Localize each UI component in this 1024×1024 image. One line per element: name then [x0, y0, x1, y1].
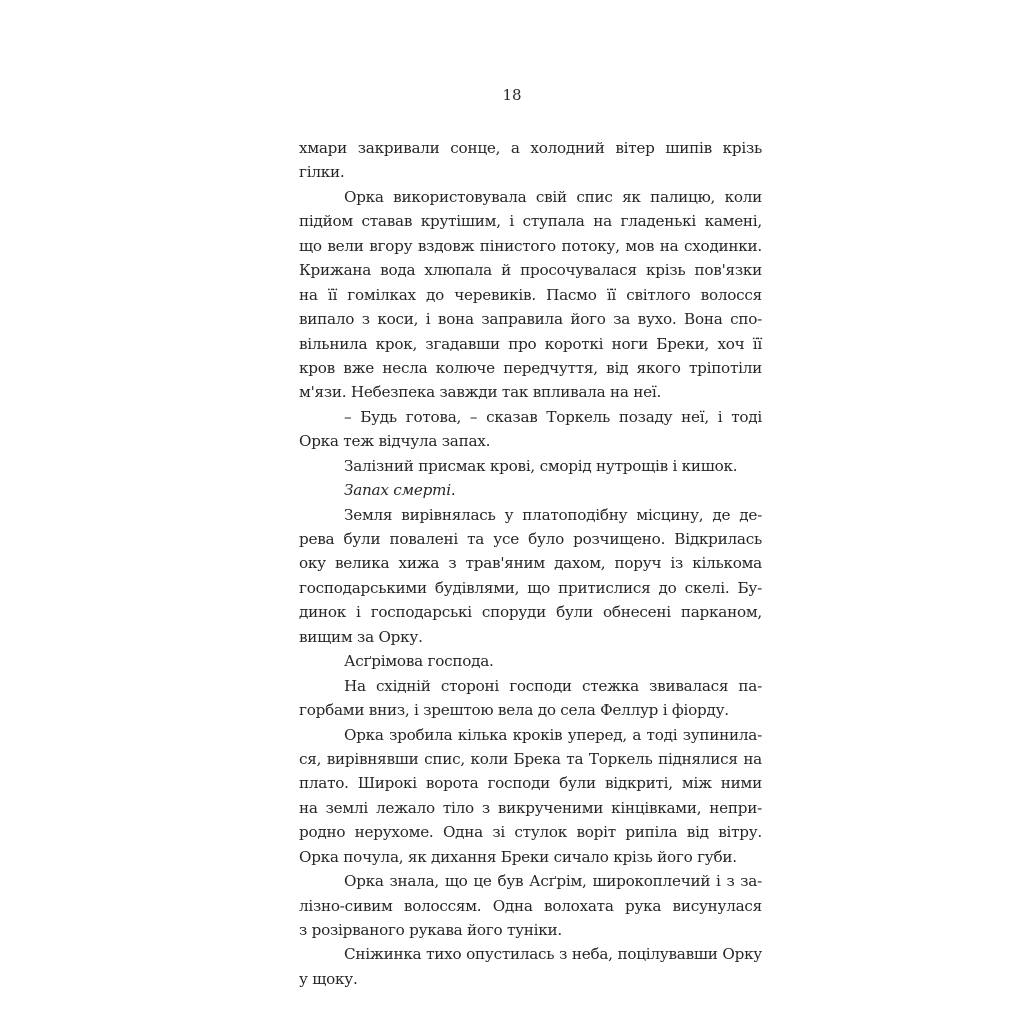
text-line: Крижана вода хлюпала й просочувалася крізь пов'язки — [299, 261, 762, 280]
body-text — [299, 136, 762, 991]
text-line: Сніжинка тихо опустилась з неба, поцілувавши Орку — [344, 945, 762, 964]
text-line: вищим за Орку. — [299, 627, 423, 646]
text-line: ся, вирівнявши спис, коли Брека та Торкель піднялися на — [299, 749, 762, 768]
text-line: підйом ставав крутішим, і ступала на гладенькі камені, — [299, 212, 762, 231]
text-line: Орка зробила кілька кроків уперед, а тоді зупинила- — [344, 725, 762, 744]
text-line: динок і господарські споруди були обнесені парканом, — [299, 603, 762, 622]
text-line: родно нерухоме. Одна зі стулок воріт рипіла від вітру. — [299, 823, 762, 842]
text-line: на її гомілках до черевиків. Пасмо її світлого волосся — [299, 285, 762, 304]
text-line: рева були повалені та усе було розчищено. Відкрилась — [299, 530, 762, 548]
text-line: Орка почула, як дихання Бреки сичало крізь його губи. — [299, 847, 737, 866]
text-line: м'язи. Небезпека завжди так впливала на неї. — [299, 383, 662, 402]
text-line: оку велика хижа з трав'яним дахом, поруч із кількома — [299, 554, 762, 573]
text-line: випало з коси, і вона заправила його за вухо. Вона спо- — [299, 310, 762, 329]
text-line: що вели вгору вздовж пінистого потоку, мов на сходинки. — [299, 236, 762, 255]
text-line: плато. Широкі ворота господи були відкриті, між ними — [299, 774, 762, 793]
text-line: – Будь готова, – сказав Торкель позаду неї, і тоді — [344, 407, 762, 426]
text-line: на землі лежало тіло з викрученими кінцівками, непри- — [299, 798, 762, 817]
text-line: у щоку. — [299, 969, 358, 988]
text-line: Земля вирівнялась у платоподібну місцину, де де- — [344, 505, 762, 524]
text-line: лізно-сивим волоссям. Одна волохата рука висунулася — [299, 896, 762, 915]
text-line: господарськими будівлями, що притислися до скелі. Бу- — [299, 578, 762, 597]
text-line: з розірваного рукава його туніки. — [299, 921, 562, 939]
text-line: гілки. — [299, 163, 345, 182]
text-line: кров вже несла колюче передчуття, від якого тріпотіли — [299, 358, 762, 377]
page-number: 18 — [502, 86, 522, 104]
text-line: Залізний присмак крові, сморід нутрощів і кишок. — [344, 456, 738, 475]
text-line: Асґрімова господа. — [344, 652, 494, 671]
text-line: Орка використовувала свій спис як палицю, коли — [344, 187, 762, 206]
italic-text-line: Запах смерті. — [344, 481, 456, 500]
text-line: Орка теж відчула запах. — [299, 432, 491, 451]
text-line: Орка знала, що це був Асґрім, широкоплечий і з за- — [344, 872, 762, 891]
text-line: хмари закривали сонце, а холодний вітер шипів крізь — [299, 139, 762, 157]
text-line: На східній стороні господи стежка звивалася па- — [344, 676, 762, 695]
text-line: горбами вниз, і зрештою вела до села Феллур і фіорду. — [299, 701, 729, 720]
text-line: вільнила крок, згадавши про короткі ноги Бреки, хоч її — [299, 334, 762, 353]
